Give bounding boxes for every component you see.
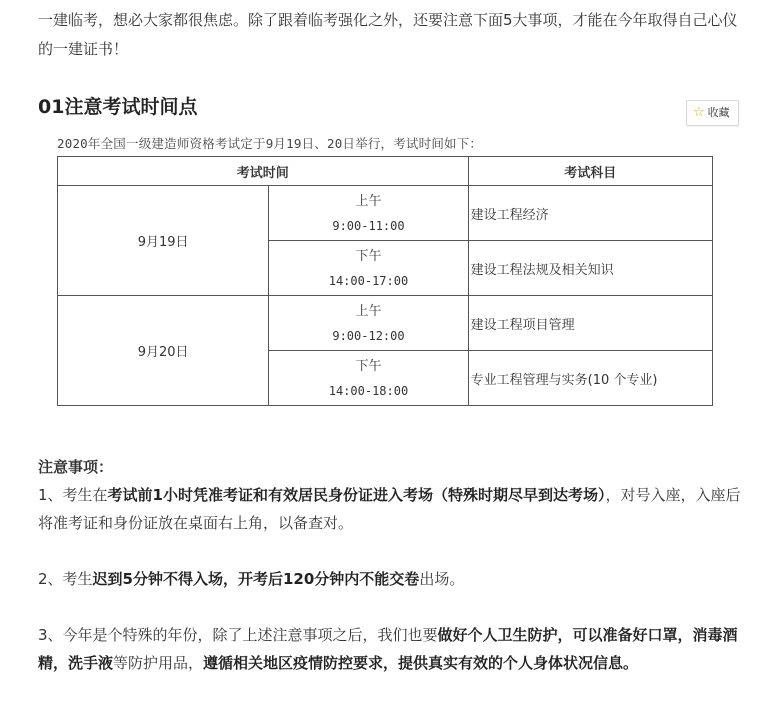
exam-subject: 建设工程项目管理 bbox=[468, 296, 712, 351]
session-time bbox=[269, 241, 468, 296]
session-hours: 14:00-17:00 bbox=[328, 274, 409, 288]
favorite-label: 收藏 bbox=[707, 106, 730, 119]
star-icon: ☆ bbox=[693, 105, 705, 120]
note-text: 3、今年是个特殊的年份，除了上述注意事项之后，我们也要 bbox=[38, 626, 438, 644]
section-heading: 01注意考试时间点 bbox=[38, 96, 198, 118]
session-period: 下午 bbox=[355, 249, 382, 264]
note-emphasis: 考试前1小时凭准考证和有效居民身份证进入考场（特殊时期尽早到达考场） bbox=[107, 486, 606, 504]
notes-title: 注意事项： bbox=[38, 458, 114, 476]
note-emphasis: 做好个人卫生防护，可以准备好口罩，消毒酒精，洗手液 bbox=[38, 626, 738, 672]
exam-subject: 建设工程经济 bbox=[468, 186, 712, 241]
exam-schedule-table-image bbox=[57, 131, 713, 406]
note-emphasis: 迟到5分钟不得入场，开考后120分钟内不能交卷 bbox=[92, 570, 420, 588]
exam-schedule-table bbox=[57, 156, 713, 406]
session-hours: 9:00-11:00 bbox=[332, 219, 405, 233]
note-text: 出场。 bbox=[419, 570, 465, 588]
header-exam-time: 考试时间 bbox=[58, 157, 469, 186]
session-period: 下午 bbox=[355, 359, 382, 374]
note-text: 2、考生 bbox=[38, 570, 93, 588]
note-item-1 bbox=[38, 481, 743, 537]
table-row bbox=[58, 186, 713, 241]
note-item-2 bbox=[38, 565, 743, 593]
exam-date: 9月19日 bbox=[58, 186, 269, 296]
session-hours: 9:00-12:00 bbox=[332, 329, 405, 343]
session-period: 上午 bbox=[355, 194, 382, 209]
note-text: 等防护用品， bbox=[113, 654, 204, 672]
intro-paragraph: 一建临考，想必大家都很焦虑。除了跟着临考强化之外，还要注意下面5大事项，才能在今年取得自己心仪的一建证书！ bbox=[38, 11, 738, 58]
exam-date: 9月20日 bbox=[58, 296, 269, 406]
note-item-3 bbox=[38, 621, 743, 677]
session-hours: 14:00-18:00 bbox=[328, 384, 409, 398]
header-exam-subject: 考试科目 bbox=[468, 157, 712, 186]
exam-subject: 建设工程法规及相关知识 bbox=[468, 241, 712, 296]
note-text: 1、考生在 bbox=[38, 486, 108, 504]
session-time bbox=[269, 186, 468, 241]
notes-section bbox=[38, 453, 743, 677]
favorite-button[interactable] bbox=[686, 100, 739, 126]
exam-subject: 专业工程管理与实务(10 个专业) bbox=[468, 351, 712, 406]
session-time bbox=[269, 296, 468, 351]
session-period: 上午 bbox=[355, 304, 382, 319]
table-caption: 2020年全国一级建造师资格考试定于9月19日、20日举行，考试时间如下： bbox=[57, 136, 483, 151]
note-emphasis: 遵循相关地区疫情防控要求，提供真实有效的个人身体状况信息。 bbox=[203, 654, 639, 672]
table-row bbox=[58, 296, 713, 351]
session-time bbox=[269, 351, 468, 406]
note-text: ，对号入座，入座后将准考证和身份证放在桌面右上角，以备查对。 bbox=[38, 486, 741, 532]
